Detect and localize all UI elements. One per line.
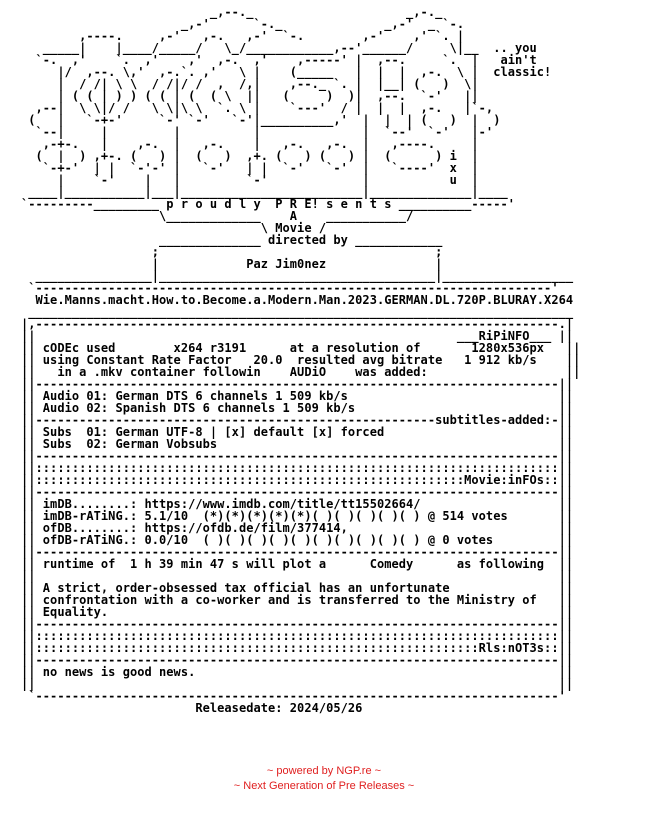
nfo-line: \_____________ A ___________/ [21, 209, 414, 223]
nfo-line: || imDB-rATiNG.: 5.1/10 (*)(*)(*)(*)(*)( )( )( )( )( ) @ 514 votes || [21, 509, 574, 523]
nfo-text [21, 6, 580, 714]
nfo-line: \ Movie / [21, 221, 327, 235]
nfo-line: || cODEc used x264 r3191 at a resolution of 1280x536px || [21, 341, 581, 355]
nfo-line: Releasedate: 2024/05/26 [21, 701, 363, 715]
nfo-line: `-+-' | | `-'-' | `-' | | `-' `-' | `----' x | [21, 161, 479, 175]
nfo-line: ||------------------------------------------------------------------------|| [21, 653, 574, 667]
nfo-line: || imDB........: https://www.imdb.com/title/tt15502664/ || [21, 497, 574, 511]
nfo-line: ||::::::::::::::::::::::::::::::::::::::::::::::::::::::::::::::::::::::::|| [21, 629, 574, 643]
nfo-line: ||::::::::::::::::::::::::::::::::::::::::::::::::::::::::::::::::::::::::|| [21, 461, 574, 475]
nfo-line: || || [21, 569, 574, 583]
footer [0, 764, 648, 794]
nfo-line: || Subs 02: German Vobsubs || [21, 437, 574, 451]
nfo-line: `-----------------------------------------------------------------------' [21, 281, 559, 295]
footer-tagline: ~ Next Generation of Pre Releases ~ [233, 780, 415, 792]
nfo-line: || using Constant Rate Factor 20.0 resulted avg bitrate 1 912 kb/s || [21, 353, 581, 367]
nfo-line: || Subs 01: German UTF-8 | [x] default [x] forced || [21, 425, 574, 439]
nfo-line: ||------------------------------------------------------------------------|| [21, 545, 574, 559]
nfo-line: || A strict, order-obsessed tax official has an unfortunate || [21, 581, 574, 595]
nfo-line: || ofDB-rATiNG.: 0.0/10 ( )( )( )( )( )( )( )( )( )( ) @ 0 votes || [21, 533, 574, 547]
nfo-line: ____|___________|___|_________________________|______________|____ [21, 185, 508, 199]
nfo-line: ||------------------------------------------------------------------------|| [21, 449, 574, 463]
nfo-line: || runtime of 1 h 39 min 47 s will plot a Comedy as following || [21, 557, 574, 571]
nfo-line: ,--| \ \|/ / \ \|\ \ `. \ | `---' / | | | ,-. |`-, [21, 101, 494, 115]
nfo-line: ( | ) ,+-. ( ) | ( ) ,+. ( ) ( ) | ( ) i | [21, 149, 479, 163]
nfo-line: | `-' | | `-' | u | [21, 173, 479, 187]
nfo-line: || ___RiPiNFO___ || [21, 329, 574, 343]
nfo-line: ________________|______________________________________|__________________ [21, 269, 574, 283]
nfo-line: || in a .mkv container followin AUDiO was added: || [21, 365, 581, 379]
nfo-line: ||------------------------------------------------------------------------|| [21, 485, 574, 499]
nfo-line: ( | `-+-' `-' `-' `-'|__________,' | | | ( ) | ) [21, 113, 501, 127]
nfo-line: `--| | | | | `--' `-' |-' [21, 125, 494, 139]
nfo-line: _____| |____/_____/ \_/____________,--'______/ \|__ .. you [21, 41, 537, 55]
nfo-line: ,----. ,-' ,-. ,-' `-. ,-' ,' `. | [21, 29, 465, 43]
nfo-line: | / /| \ \ / /|/ / , /,| ,--._ `. | |__| ( ) \| [21, 77, 479, 91]
nfo-line: || confrontation with a co-worker and is transferred to the Ministry of || [21, 593, 574, 607]
nfo-line: ||:::::::::::::::::::::::::::::::::::::::::::::::::::::::::::Movie:inFOs::|| [21, 473, 574, 487]
nfo-line: || Audio 01: German DTS 6 channels 1 509 kb/s || [21, 389, 574, 403]
nfo-line: ||:::::::::::::::::::::::::::::::::::::::::::::::::::::::::::::Rls:nOT3s::|| [21, 641, 574, 655]
nfo-line: ||------------------------------------------------------------------------|| [21, 377, 574, 391]
nfo-line: || ofDB........: https://ofdb.de/film/377414, || [21, 521, 574, 535]
nfo-line: ||------------------------------------------------------------------------|| [21, 617, 574, 631]
nfo-line: | Paz Jim0nez | [21, 257, 443, 271]
nfo-line: _,-' `-._ _,-' _ `-. [21, 17, 465, 31]
nfo-line: Wie.Manns.macht.How.to.Become.a.Modern.Man.2023.GERMAN.DL.720P.BLURAY.X264 [21, 293, 574, 307]
nfo-line: `---------_________ p r o u d l y P R E! s e n t s __________-----' [21, 197, 515, 211]
nfo-line: `------------------------------------------------------------------------' [21, 689, 566, 703]
nfo-line: `-. ,' `. ,' ,' ,-. ,' ,-----' | ,--. `. | ain't [21, 53, 537, 67]
nfo-line: ______________ directed by ____________ [21, 233, 443, 247]
nfo-line: || Audio 02: Spanish DTS 6 channels 1 509 kb/s || [21, 401, 574, 415]
footer-powered-by: ~ powered by NGP.re ~ [266, 765, 382, 777]
nfo-line: || Equality. || [21, 605, 574, 619]
nfo-line: || no news is good news. || [21, 665, 574, 679]
nfo-line: ||-------------------------------------------------------subtitles-added:-|| [21, 413, 574, 427]
nfo-line: || || [21, 677, 574, 691]
nfo-line: ___________________________________________________________________________ [21, 305, 574, 319]
nfo-line: |,------------------------------------------------------------------------.| [21, 317, 574, 331]
nfo-line: ; ; [21, 245, 443, 259]
nfo-line: | ( ( | ) ) ( ( | ( ( \ || ( ) )| ,--. `-' || [21, 89, 479, 103]
nfo-line: |/ ,--. \,' ,-.`. ,' \ | (_____ | | | ,-. \ | classic! [21, 65, 552, 79]
nfo-line: ,-+-. | ,-. | ,-. | ,-. ,-. | ,----. | [21, 137, 479, 151]
nfo-line: _,--._ _,-._ [21, 5, 443, 19]
